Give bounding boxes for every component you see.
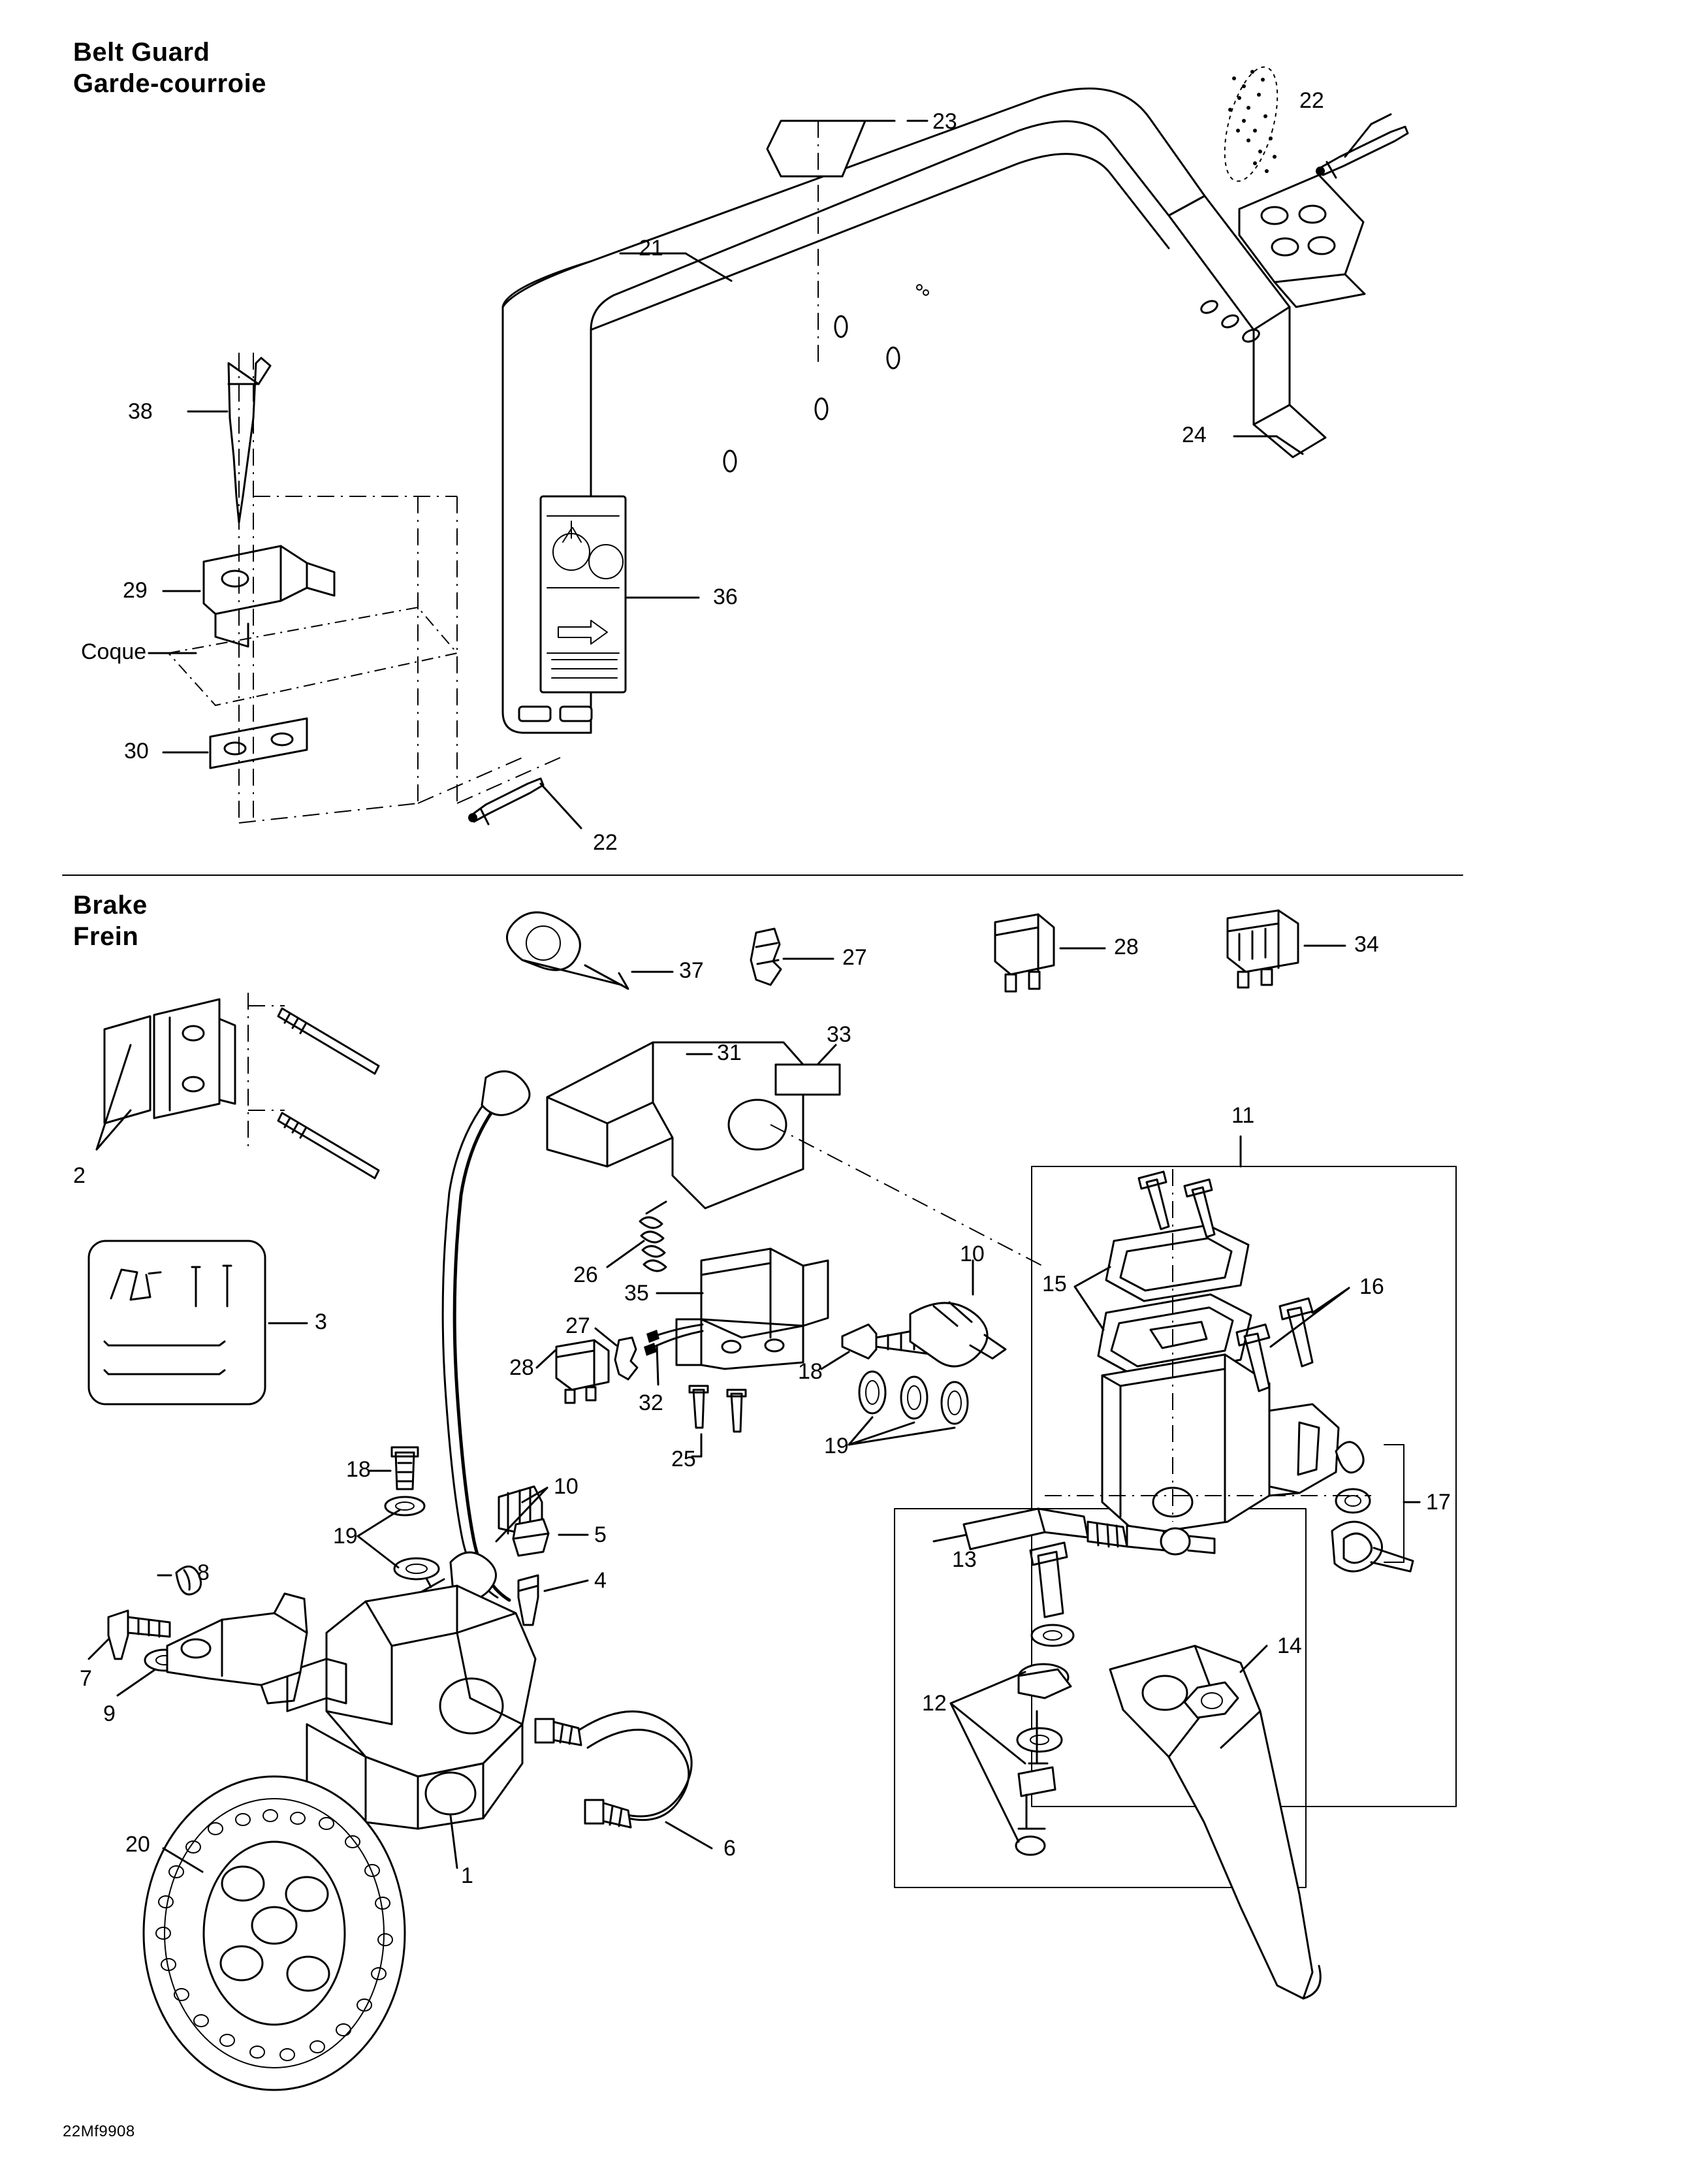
callout-19-mid: 19 [824, 1434, 849, 1458]
callout-5: 5 [594, 1522, 607, 1547]
banjo-18-left [392, 1447, 418, 1489]
cap-5 [513, 1519, 548, 1556]
callout-34: 34 [1354, 932, 1379, 957]
connector-27-small [615, 1338, 637, 1379]
callout-24: 24 [1182, 423, 1207, 447]
mount-arm [167, 1594, 307, 1703]
belt-guard-title-fr: Garde-courroie [73, 69, 266, 98]
callout-30: 30 [124, 739, 149, 763]
plate-30 [210, 718, 307, 768]
tool-kit-3 [89, 1241, 265, 1404]
belt-guard-title-en: Belt Guard [73, 38, 210, 67]
callout-18-left: 18 [346, 1457, 371, 1482]
connector-34 [1228, 910, 1298, 988]
callout-23: 23 [932, 109, 957, 134]
bleeder-4 [518, 1575, 538, 1625]
callout-coque: Coque [81, 639, 147, 664]
brake-title-fr: Frein [73, 922, 139, 951]
callout-22-bottom: 22 [593, 830, 618, 855]
brake-pads-2 [104, 999, 235, 1123]
callout-19-left: 19 [333, 1524, 358, 1549]
decal-33 [776, 1065, 840, 1095]
callout-10-top: 10 [960, 1242, 985, 1266]
callout-12: 12 [922, 1691, 947, 1716]
washers-19-left [385, 1497, 439, 1579]
callout-11: 11 [1231, 1103, 1255, 1128]
callout-7: 7 [80, 1666, 92, 1691]
callout-16: 16 [1359, 1274, 1384, 1299]
washers-19-mid [859, 1372, 968, 1424]
callout-32: 32 [639, 1390, 663, 1415]
callout-36: 36 [713, 585, 738, 609]
callout-6: 6 [723, 1836, 736, 1861]
clamp-37 [507, 912, 628, 989]
callout-35: 35 [624, 1281, 649, 1306]
callout-29: 29 [123, 578, 148, 603]
pivot-bolt-12 [1016, 1543, 1073, 1855]
callout-21: 21 [639, 236, 663, 261]
callout-8: 8 [197, 1560, 210, 1585]
screws-25 [690, 1386, 746, 1432]
callout-33: 33 [827, 1022, 851, 1047]
rivet-22-bottom [468, 779, 543, 824]
parts-17 [1332, 1442, 1413, 1571]
connector-28-top [995, 914, 1054, 991]
master-cylinder [1102, 1355, 1339, 1535]
callout-28-top: 28 [1114, 935, 1139, 959]
belt-guard-body [503, 88, 1325, 733]
coque-plate [168, 607, 457, 705]
rivet-38 [229, 358, 270, 522]
callout-31: 31 [717, 1040, 742, 1065]
pad-pins [278, 1008, 379, 1178]
callout-20: 20 [125, 1832, 150, 1857]
callout-37: 37 [679, 958, 704, 983]
callout-38: 38 [128, 399, 153, 424]
cover-screws [1139, 1172, 1214, 1237]
reservoir-cover-15 [1098, 1225, 1251, 1378]
callout-3: 3 [315, 1309, 327, 1334]
callout-14: 14 [1277, 1633, 1302, 1658]
brake-title-en: Brake [73, 891, 148, 920]
callout-10-left: 10 [554, 1474, 579, 1499]
switch-35 [676, 1249, 828, 1369]
callout-4: 4 [594, 1568, 607, 1593]
callout-9: 9 [103, 1701, 116, 1726]
hose-6 [535, 1711, 691, 1827]
spring-26 [640, 1202, 666, 1271]
callout-2: 2 [73, 1163, 86, 1188]
brake-disc-20 [144, 1776, 405, 2090]
callout-22-top: 22 [1299, 88, 1324, 113]
hose-fitting-10-mid [910, 1302, 1006, 1366]
callout-18-mid: 18 [798, 1359, 823, 1384]
connector-27-top [751, 929, 781, 985]
bracket-29 [204, 546, 334, 647]
callout-28: 28 [509, 1355, 534, 1380]
callout-13: 13 [952, 1547, 977, 1572]
rivet-22-top [1316, 127, 1408, 178]
drawing-code: 22Mf9908 [63, 2123, 135, 2140]
callout-27-top: 27 [842, 945, 867, 970]
callout-25: 25 [671, 1447, 696, 1471]
stipple-cloud [1214, 61, 1288, 186]
callout-15: 15 [1042, 1272, 1067, 1296]
lever-cover-31 [547, 1042, 803, 1208]
callout-27: 27 [565, 1313, 590, 1338]
connector-28-small [556, 1340, 609, 1403]
callout-17: 17 [1426, 1490, 1451, 1515]
callout-26: 26 [573, 1262, 598, 1287]
callout-1: 1 [461, 1863, 473, 1888]
